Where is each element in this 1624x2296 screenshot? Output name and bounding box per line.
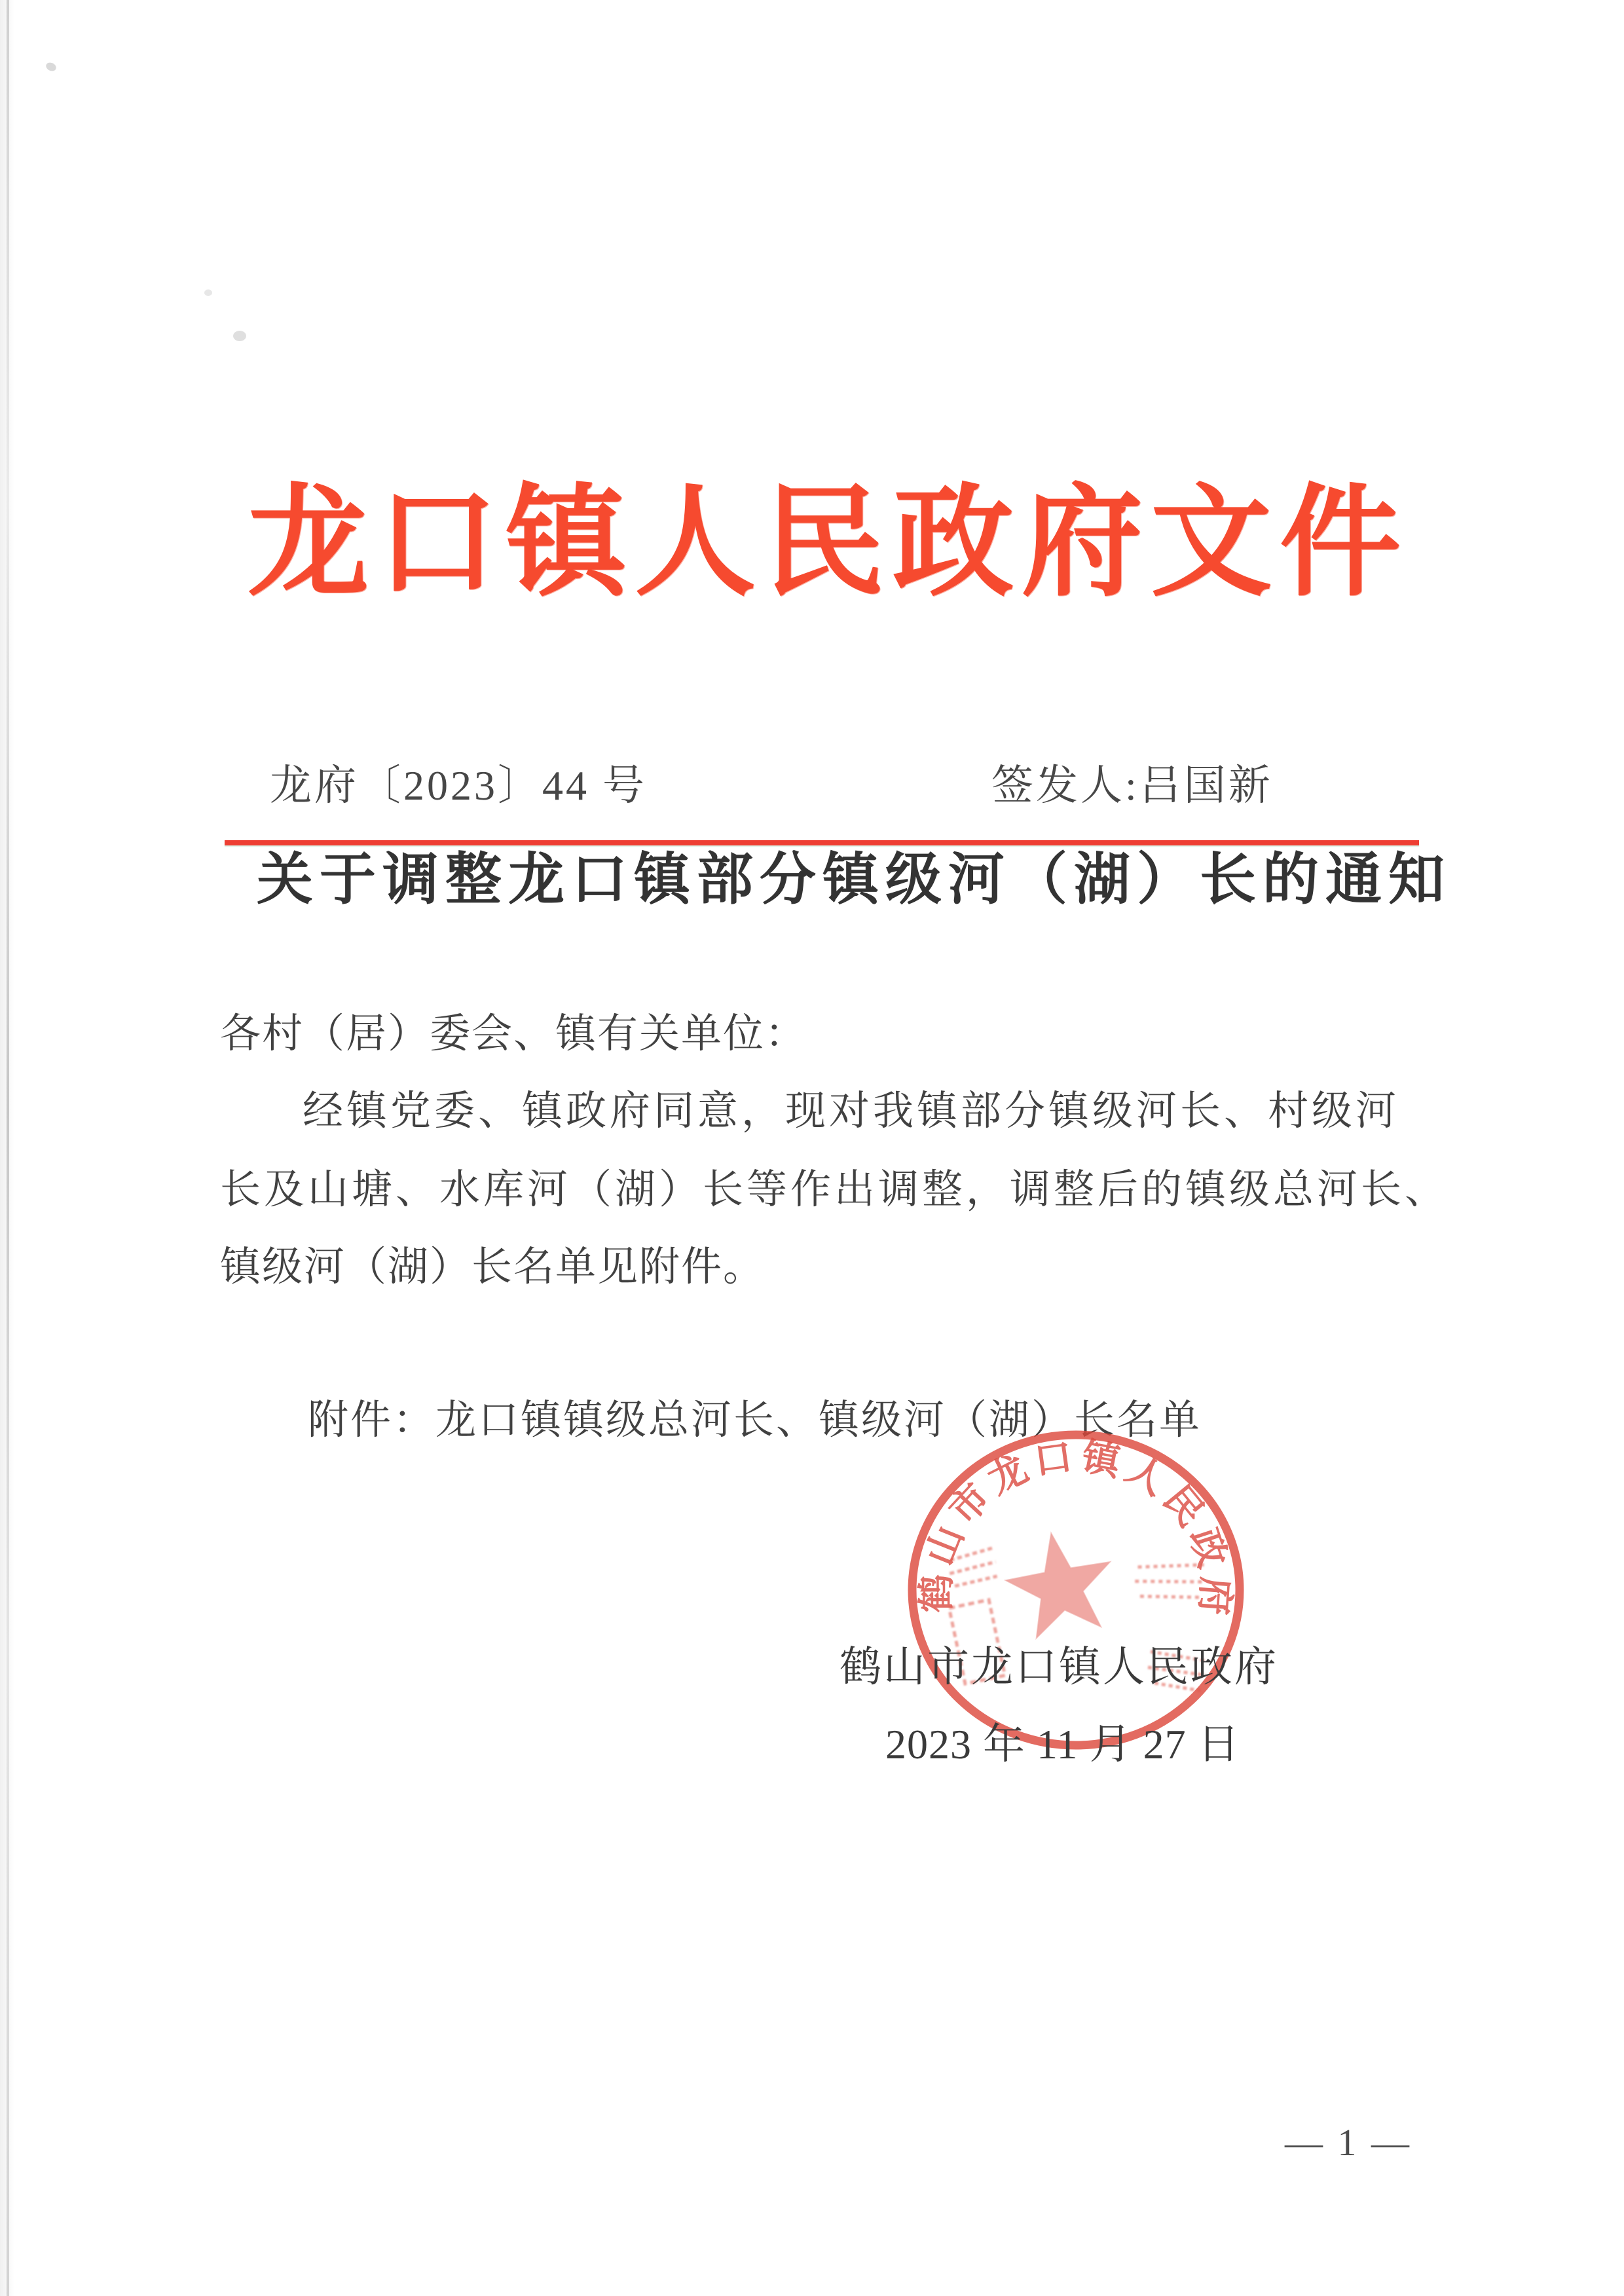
scan-speck xyxy=(204,289,212,296)
seal-star-icon xyxy=(1006,1533,1110,1638)
seal-curved-text: 鹤山市龙口镇人民政府 xyxy=(915,1434,1238,1623)
signature-agency: 鹤山市龙口镇人民政府 xyxy=(840,1644,1278,1690)
scan-speck xyxy=(233,331,246,341)
doc-title: 关于调整龙口镇部分镇级河（湖）长的通知 xyxy=(257,848,1451,911)
body-line-1: 经镇党委、镇政府同意，现对我镇部分镇级河长、村级河 xyxy=(303,1089,1400,1134)
scan-artifact-line xyxy=(7,0,9,2296)
red-separator-rule xyxy=(225,840,1419,845)
body-line-2: 长及山塘、水库河（湖）长等作出调整，调整后的镇级总河长、 xyxy=(220,1168,1449,1212)
body-line-3: 镇级河（湖）长名单见附件。 xyxy=(220,1245,766,1289)
page-number: — 1 — xyxy=(1285,2121,1412,2164)
signature-date: 2023 年 11 月 27 日 xyxy=(885,1721,1240,1768)
doc-number: 龙府〔2023〕44 号 xyxy=(270,762,647,809)
attachment-line: 附件：龙口镇镇级总河长、镇级河（湖）长名单 xyxy=(308,1398,1202,1443)
letterhead-title: 龙口镇人民政府文件 xyxy=(248,477,1409,611)
salutation-line: 各村（居）委会、镇有关单位： xyxy=(220,1012,807,1056)
scan-speck xyxy=(45,61,58,73)
issuer-name: 签发人:吕国新 xyxy=(991,762,1273,809)
